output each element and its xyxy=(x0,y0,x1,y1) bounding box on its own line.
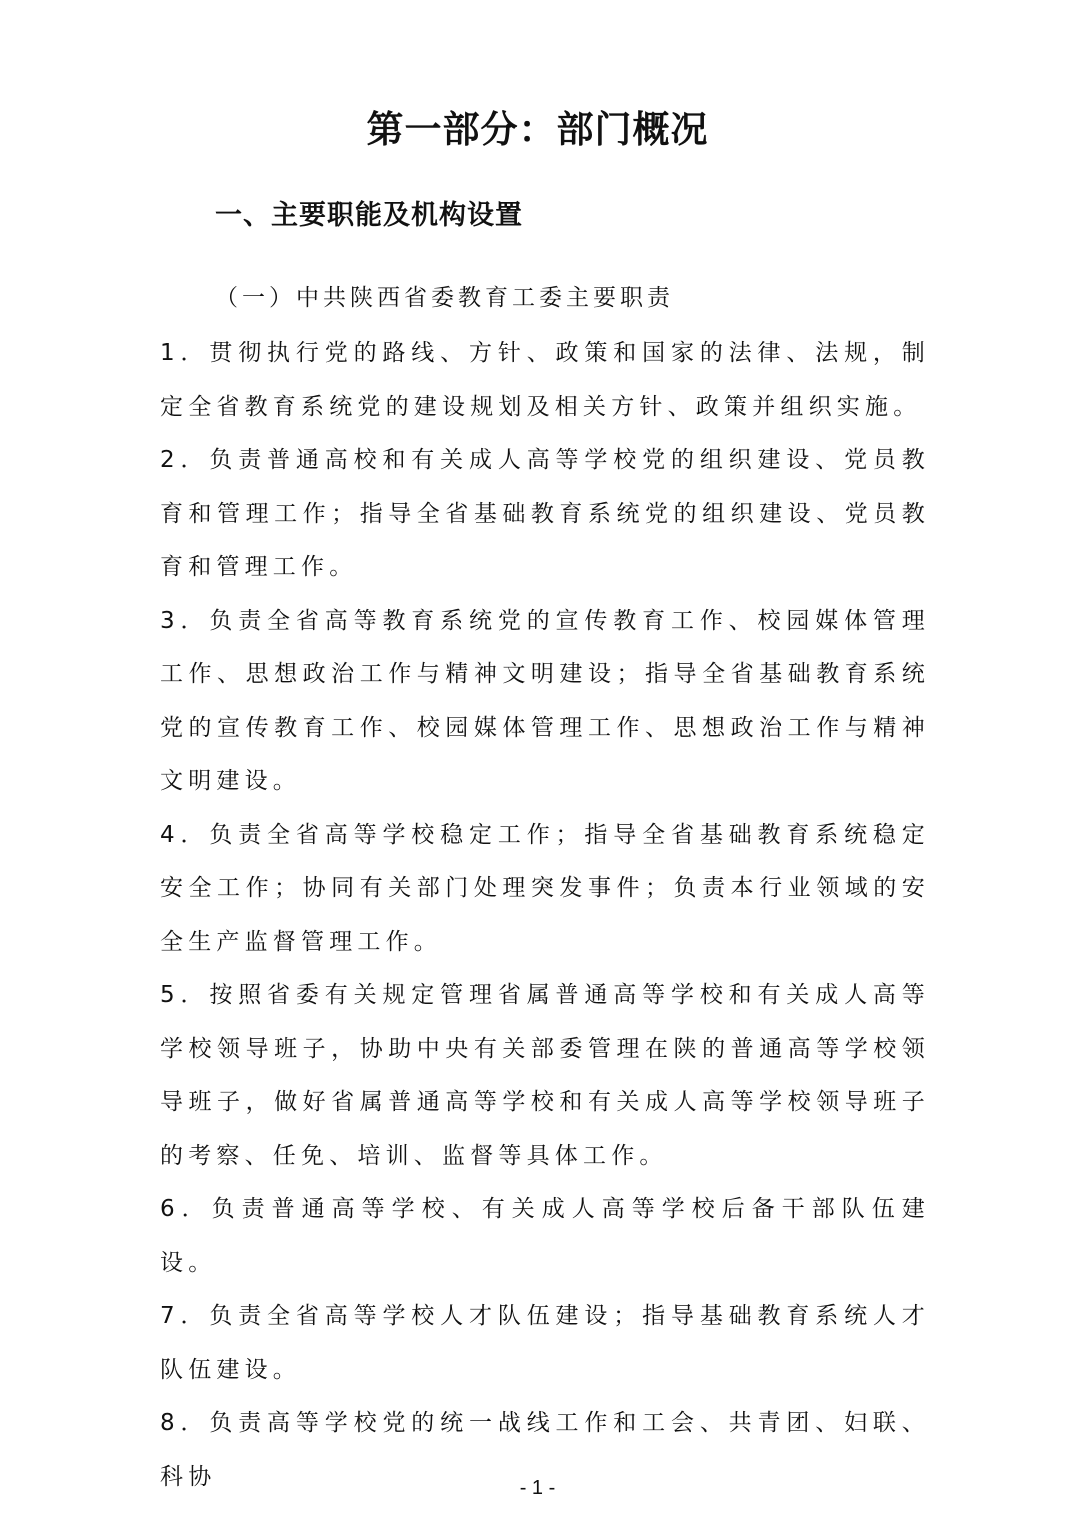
duties-list xyxy=(160,327,930,1504)
duty-item-8: 8．负责高等学校党的统一战线工作和工会、共青团、妇联、科协 xyxy=(160,1410,930,1490)
duty-item-4: 4．负责全省高等学校稳定工作；指导全省基础教育系统稳定安全工作；协同有关部门处理突发事件；负责本行业领域的安全生产监督管理工作。 xyxy=(160,821,930,955)
duty-item-7: 7．负责全省高等学校人才队伍建设；指导基础教育系统人才队伍建设。 xyxy=(160,1303,930,1383)
duty-item-5: 5．按照省委有关规定管理省属普通高等学校和有关成人高等学校领导班子，协助中央有关部委管理在陕的普通高等学校领导班子，做好省属普通高等学校和有关成人高等学校领导班子的考察、任免、培训、监督等具体工作。 xyxy=(160,982,930,1169)
duty-item-1: 1．贯彻执行党的路线、方针、政策和国家的法律、法规，制定全省教育系统党的建设规划及相关方针、政策并组织实施。 xyxy=(160,340,930,420)
duty-item-2: 2．负责普通高校和有关成人高等学校党的组织建设、党员教育和管理工作；指导全省基础教育系统党的组织建设、党员教育和管理工作。 xyxy=(160,447,930,580)
page-number: - 1 - xyxy=(519,1477,556,1499)
duty-item-6: 6．负责普通高等学校、有关成人高等学校后备干部队伍建设。 xyxy=(160,1196,930,1276)
page-title: 第一部分：部门概况 xyxy=(366,108,709,151)
subsection-heading: （一）中共陕西省委教育工委主要职责 xyxy=(215,285,674,311)
section-heading: 一、主要职能及机构设置 xyxy=(215,200,523,231)
duty-item-3: 3．负责全省高等教育系统党的宣传教育工作、校园媒体管理工作、思想政治工作与精神文明建设；指导全省基础教育系统党的宣传教育工作、校园媒体管理工作、思想政治工作与精神文明建设。 xyxy=(160,607,930,794)
